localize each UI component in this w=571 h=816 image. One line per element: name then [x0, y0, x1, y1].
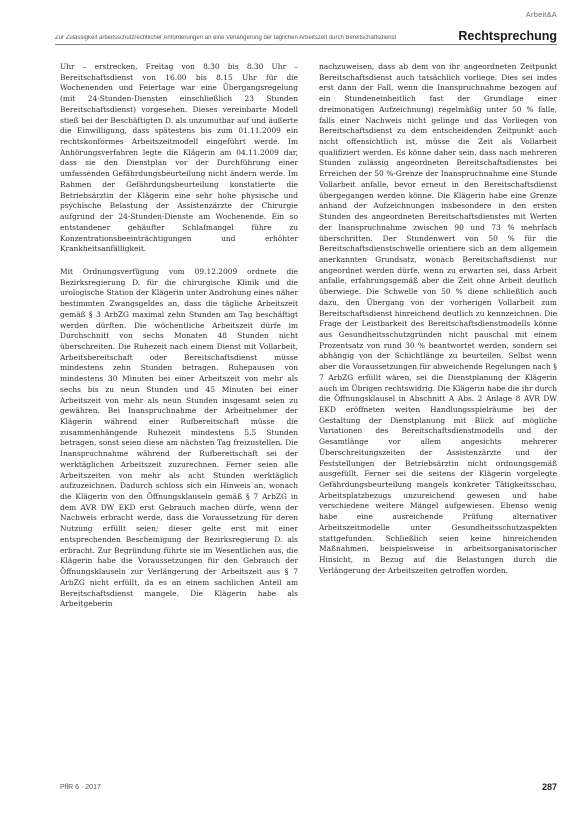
page-footer [60, 780, 557, 794]
journal-reference: PflR 6 · 2017 [60, 783, 101, 791]
running-header [55, 26, 557, 45]
page-number: 287 [541, 782, 557, 792]
section-tag: Arbeit&A [525, 10, 557, 19]
paragraph: Mit Ordnungsverfügung vom 09.12.2009 ordnete die Bezirksregierung D. für die chirurgische Klinik und die urologische Station der Klägerin unter Androhung eines näher bestimmten Zwangsgeldes an, dass die tägliche Arbeitszeit gemäß § 3 ArbZG maximal zehn Stunden am Tag beschäftigt werden dürften. Die wöchentliche Arbeitszeit dürfe im Durchschnitt von sechs Monaten 48 Stunden nicht überschreiten. Die Ruhezeit nach einem Dienst mit Vollarbeit, Arbeitsbereitschaft oder Bereitschaftsdienst müsse mindestens zehn Stunden betragen. Ruhepausen von mindestens 30 Minuten bei einer Arbeitszeit von mehr als sechs bis zu neun Stunden und 45 Minuten bei einer Arbeitszeit von mehr als neun Stunden insgesamt seien zu gewähren. Bei Inanspruchnahme der Arbeitnehmer der Klägerin während einer Rufbereitschaft müsse die zusammenhängende Ruhezeit mindestens 5,5 Stunden betragen, sonst seien diese am nächsten Tag freizustellen. Die Inanspruchnahme während der Rufbereitschaft sei der werktäglichen Arbeitszeit zuzurechnen. Ferner seien alle Arbeitszeiten von mehr als acht Stunden werktäglich aufzuzeichnen. Dadurch schloss sich ein Hinweis an, wonach die Klägerin von den Öffnungsklauseln gemäß § 7 ArbZG in dem AVR DW EKD erst Gebrauch machen dürfe, wenn der Nachweis erbracht werde, dass die Voraussetzung für deren Nutzung erfüllt seien; dieser gelte erst mit einer entsprechenden Bescheinigung der Bezirksregierung D. als erbracht. Zur Begründung führte sie im Wesentlichen aus, die Klägerin habe die Voraussetzungen für den Gebrauch der Öffnungsklauseln zur Verlängerung der Arbeitszeit aus § 7 ArbZG nicht erfüllt, da es an einem sachlichen Anteil am Bereitschaftsdienst mangele. Die Klägerin habe als Arbeitgeberin [60, 266, 298, 609]
paragraph: nachzuweisen, dass ab dem von ihr angeordneten Zeitpunkt Bereitschaftsdienst auch tatsächlich vorliege. Dies sei indes erst dann der Fall, wenn die Inanspruchnahme bezogen auf ein Stundeneinheitlich fast der Grundlage einer dreimonatigen Aufzeichnung) regelmäßig unter 50 % falle, falls einer Nachweis nicht gelinge und das Vorliegen von Bereitschaftsdienst zu dem entscheidenden Zeitpunkt auch nicht offensichtlich ist, müsse die Zeit als Vollarbeit qualifiziert werden. Es könne daher sein, dass nach mehreren Stunden zulässig angeordneten Bereitschaftsdienstes bei Erreichen der 50 %-Grenze der Inanspruchnahme eine Stunde Vollarbeit anfalle, bevor erneut in den Bereitschaftsdienst übergegangen werden könne. Die Klägerin habe eine Grenze anhand der Aufzeichnungen insbesondere in den ersten Stunden des angeordneten Bereitschaftsdienstes mit Werten der Inanspruchnahme zwischen 90 und 73 % mehrfach überschritten. Der Stundenwert von 50 % für die Bereitschaftsdienstschwelle orientiere sich an dem allgemein anerkannten Grundsatz, wonach Bereitschaftsdienst nur angeordnet werden dürfe, wenn zu erwarten sei, dass Arbeit anfalle, erfahrungsgemäß aber die Zeit ohne Arbeit deutlich überwiege. Die Schwelle von 50 % diene schließlich auch dazu, den Übergang von der vorherigen Vollarbeit zum Bereitschaftsdienst hinreichend deutlich zu kennzeichnen. Die Frage der Leistbarkeit des Bereitschaftsdienstmodells könne aus Gesundheitsschutzgründen nicht pauschal mit einem Prozentsatz von rund 30 % beantwortet werden, sondern sei abhängig von der Schichtlänge zu beurteilen. Selbst wenn aber die Voraussetzungen für abweichende Regelungen nach § 7 ArbZG erfüllt wären, sei die Dienstplanung der Klägerin auch im Übrigen rechtswidrig. Die Klägerin habe die ihr durch die Öffnungsklausel in Abschnitt A Abs. 2 Anlage 8 AVR DW EKD eröffneten weiten Handlungsspielräume bei der Gestaltung der Dienstplanung mit Blick auf mögliche Variationen des Bereitschaftsdienstmodells und der Gesamtlänge vor allem angesichts mehrerer Überschreitungszeiten der Assistenzärzte und der Feststellungen der Betriebsärztin nicht ordnungsgemäß ausgefüllt. Ferner sei die seitens der Klägerin vorgelegte Gefährdungsbeurteilung mangels konkreter Tätigkeitsschau, Arbeitsplatzbezugs unzureichend gewesen und habe verschiedene weitere Mängel aufgewiesen. Ebenso wenig habe eine ausreichende Prüfung alternativer Arbeitszeitmodelle unter Gesundheitsschutzaspekten stattgefunden. Schließlich seien keine hinreichenden Maßnahmen, beispielsweise in arbeitsorganisatorischer Hinsicht, in Bezug auf die Belastungen durch die Verlängerung der Arbeitszeiten getroffen worden. [319, 62, 557, 575]
rubric-title: Rechtsprechung [458, 29, 557, 43]
paragraph: Uhr – erstrecken, Freitag von 8.30 bis 8.30 Uhr – Bereitschaftsdienst von 16.00 bis 8.15 Uhr für die Wochenenden und Feiertage war eine Übergangsregelung (mit 24-Stunden-Diensten einschließlich 23 Stunden Bereitschaftsdienst) vorgesehen. Dieses vereinbarte Modell stieß bei der Beschäftigten D. als unzumutbar auf und äußerte die Einwilligung, dass spätestens bis zum 01.11.2009 ein rechtskonformes Arbeitszeitmodell eingeführt werde. Im Anhörungsverfahren legte die Klägerin am 04.11.2009 dar, dass sie den Dienstplan vor der Durchführung einer umfassenden Gefährdungsbeurteilung nicht ändern werde. Im Rahmen der Gefährdungsbeurteilung konstatierte die Betriebsärztin der Klägerin eine sehr hohe physische und psychische Belastung der Assistenzärzte der Chirurgie aufgrund der 24-Stunden-Dienste am Wochenende. Ein so entstandener gehäufter Schlafmangel führe zu Konzentrationsbeeinträchtigungen und erhöhter Krankheitsanfälligkeit. [60, 62, 298, 254]
text-columns [60, 62, 557, 767]
running-header-subtitle: Zur Zulässigkeit arbeitsschutzrechtlicher Anforderungen an eine Verlängerung der täglichen Arbeitszeit durch Bereitschaftsdienst [55, 35, 397, 41]
right-column [319, 62, 557, 767]
left-column [60, 62, 298, 767]
